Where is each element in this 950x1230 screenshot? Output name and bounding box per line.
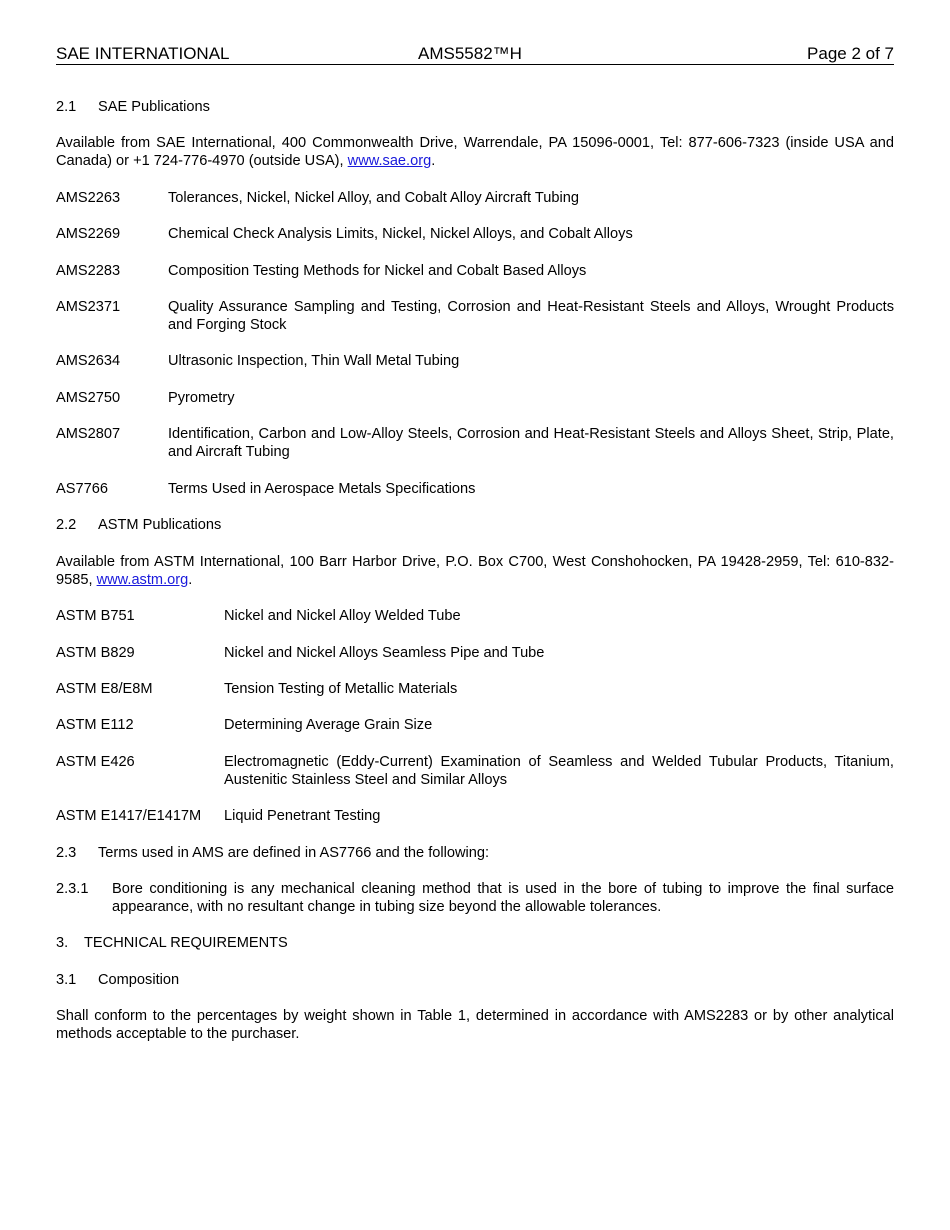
reference-title: Electromagnetic (Eddy-Current) Examination of Seamless and Welded Tubular Products, Titanium, Austenitic Stainless Steel and Similar Alloys xyxy=(224,754,894,788)
reference-title: Determining Average Grain Size xyxy=(224,717,433,733)
reference-code: AS7766 xyxy=(56,481,108,497)
reference-code: ASTM E112 xyxy=(56,717,134,733)
reference-title: Tolerances, Nickel, Nickel Alloy, and Cobalt Alloy Aircraft Tubing xyxy=(168,190,579,206)
section-number: 2.3 xyxy=(56,845,77,861)
section-number: 3. xyxy=(56,935,69,951)
section-title: Composition xyxy=(98,972,180,988)
section-3-1-heading xyxy=(56,971,894,989)
reference-title: Liquid Penetrant Testing xyxy=(224,808,381,824)
availability-text: Available from SAE International, 400 Commonwealth Drive, Warrendale, PA 15096-0001, Tel: 877-606-7323 (inside USA and Canada) or +1 724-776-4970 (outside USA), xyxy=(56,135,894,169)
reference-title: Tension Testing of Metallic Materials xyxy=(224,681,458,697)
composition-paragraph xyxy=(56,1007,894,1043)
section-title: ASTM Publications xyxy=(98,517,222,533)
section-number: 2.1 xyxy=(56,99,77,115)
header-org: SAE INTERNATIONAL xyxy=(56,44,230,63)
astm-website-link[interactable]: www.astm.org xyxy=(96,572,189,588)
reference-code: AMS2263 xyxy=(56,190,121,206)
reference-title: Pyrometry xyxy=(168,390,235,406)
reference-code: ASTM E1417/E1417M xyxy=(56,808,202,824)
reference-title: Chemical Check Analysis Limits, Nickel, Nickel Alloys, and Cobalt Alloys xyxy=(168,226,633,242)
availability-text: Available from ASTM International, 100 Barr Harbor Drive, P.O. Box C700, West Conshohocken, PA 19428-2959, Tel: 610-832-9585, xyxy=(56,554,894,588)
section-3-heading xyxy=(56,934,894,952)
section-number: 2.2 xyxy=(56,517,77,533)
section-2-3 xyxy=(56,844,894,862)
astm-availability-paragraph: Available from ASTM International, 100 Barr Harbor Drive, P.O. Box C700, West Conshohocken, PA 19428-2959, Tel: 610-832-9585, www.astm.org. xyxy=(56,554,894,588)
section-title: SAE Publications xyxy=(98,99,210,115)
reference-title: Terms Used in Aerospace Metals Specifications xyxy=(168,481,476,497)
header-page-number: Page 2 of 7 xyxy=(807,44,894,63)
reference-title: Ultrasonic Inspection, Thin Wall Metal Tubing xyxy=(168,353,460,369)
reference-title: Nickel and Nickel Alloy Welded Tube xyxy=(224,608,461,624)
reference-title: Nickel and Nickel Alloys Seamless Pipe and Tube xyxy=(224,645,545,661)
page-header xyxy=(56,44,894,65)
section-text: Bore conditioning is any mechanical cleaning method that is used in the bore of tubing to improve the final surface appearance, with no resultant change in tubing size beyond the allowable tolerances. xyxy=(112,881,894,915)
sae-availability-paragraph: Available from SAE International, 400 Commonwealth Drive, Warrendale, PA 15096-0001, Tel: 877-606-7323 (inside USA and Canada) or +1 724-776-4970 (outside USA), www.sae.org. xyxy=(56,135,894,169)
header-doc-id: AMS5582™H xyxy=(418,44,522,63)
reference-code: AMS2634 xyxy=(56,353,121,369)
reference-code: ASTM B829 xyxy=(56,645,135,661)
section-2-1-heading xyxy=(56,98,894,116)
reference-code: AMS2371 xyxy=(56,299,121,315)
section-text: Shall conform to the percentages by weight shown in Table 1, determined in accordance with AMS2283 or by other analytical methods acceptable to the purchaser. xyxy=(56,1008,894,1042)
reference-code: ASTM E8/E8M xyxy=(56,681,153,697)
section-2-2-heading xyxy=(56,516,894,534)
reference-title: Composition Testing Methods for Nickel and Cobalt Based Alloys xyxy=(168,263,587,279)
reference-code: ASTM E426 xyxy=(56,754,135,770)
section-number: 2.3.1 xyxy=(56,881,89,897)
reference-code: AMS2283 xyxy=(56,263,121,279)
reference-title: Quality Assurance Sampling and Testing, Corrosion and Heat-Resistant Steels and Alloys, Wrought Products and Forging Stock xyxy=(168,299,894,333)
reference-code: ASTM B751 xyxy=(56,608,135,624)
reference-code: AMS2269 xyxy=(56,226,121,242)
section-text: Terms used in AMS are defined in AS7766 and the following: xyxy=(98,845,490,861)
reference-code: AMS2750 xyxy=(56,390,121,406)
section-title: TECHNICAL REQUIREMENTS xyxy=(84,935,288,951)
reference-title: Identification, Carbon and Low-Alloy Steels, Corrosion and Heat-Resistant Steels and Alloys Sheet, Strip, Plate, and Aircraft Tubing xyxy=(168,426,894,460)
section-number: 3.1 xyxy=(56,972,77,988)
reference-code: AMS2807 xyxy=(56,426,121,442)
sae-website-link[interactable]: www.sae.org xyxy=(347,153,432,169)
